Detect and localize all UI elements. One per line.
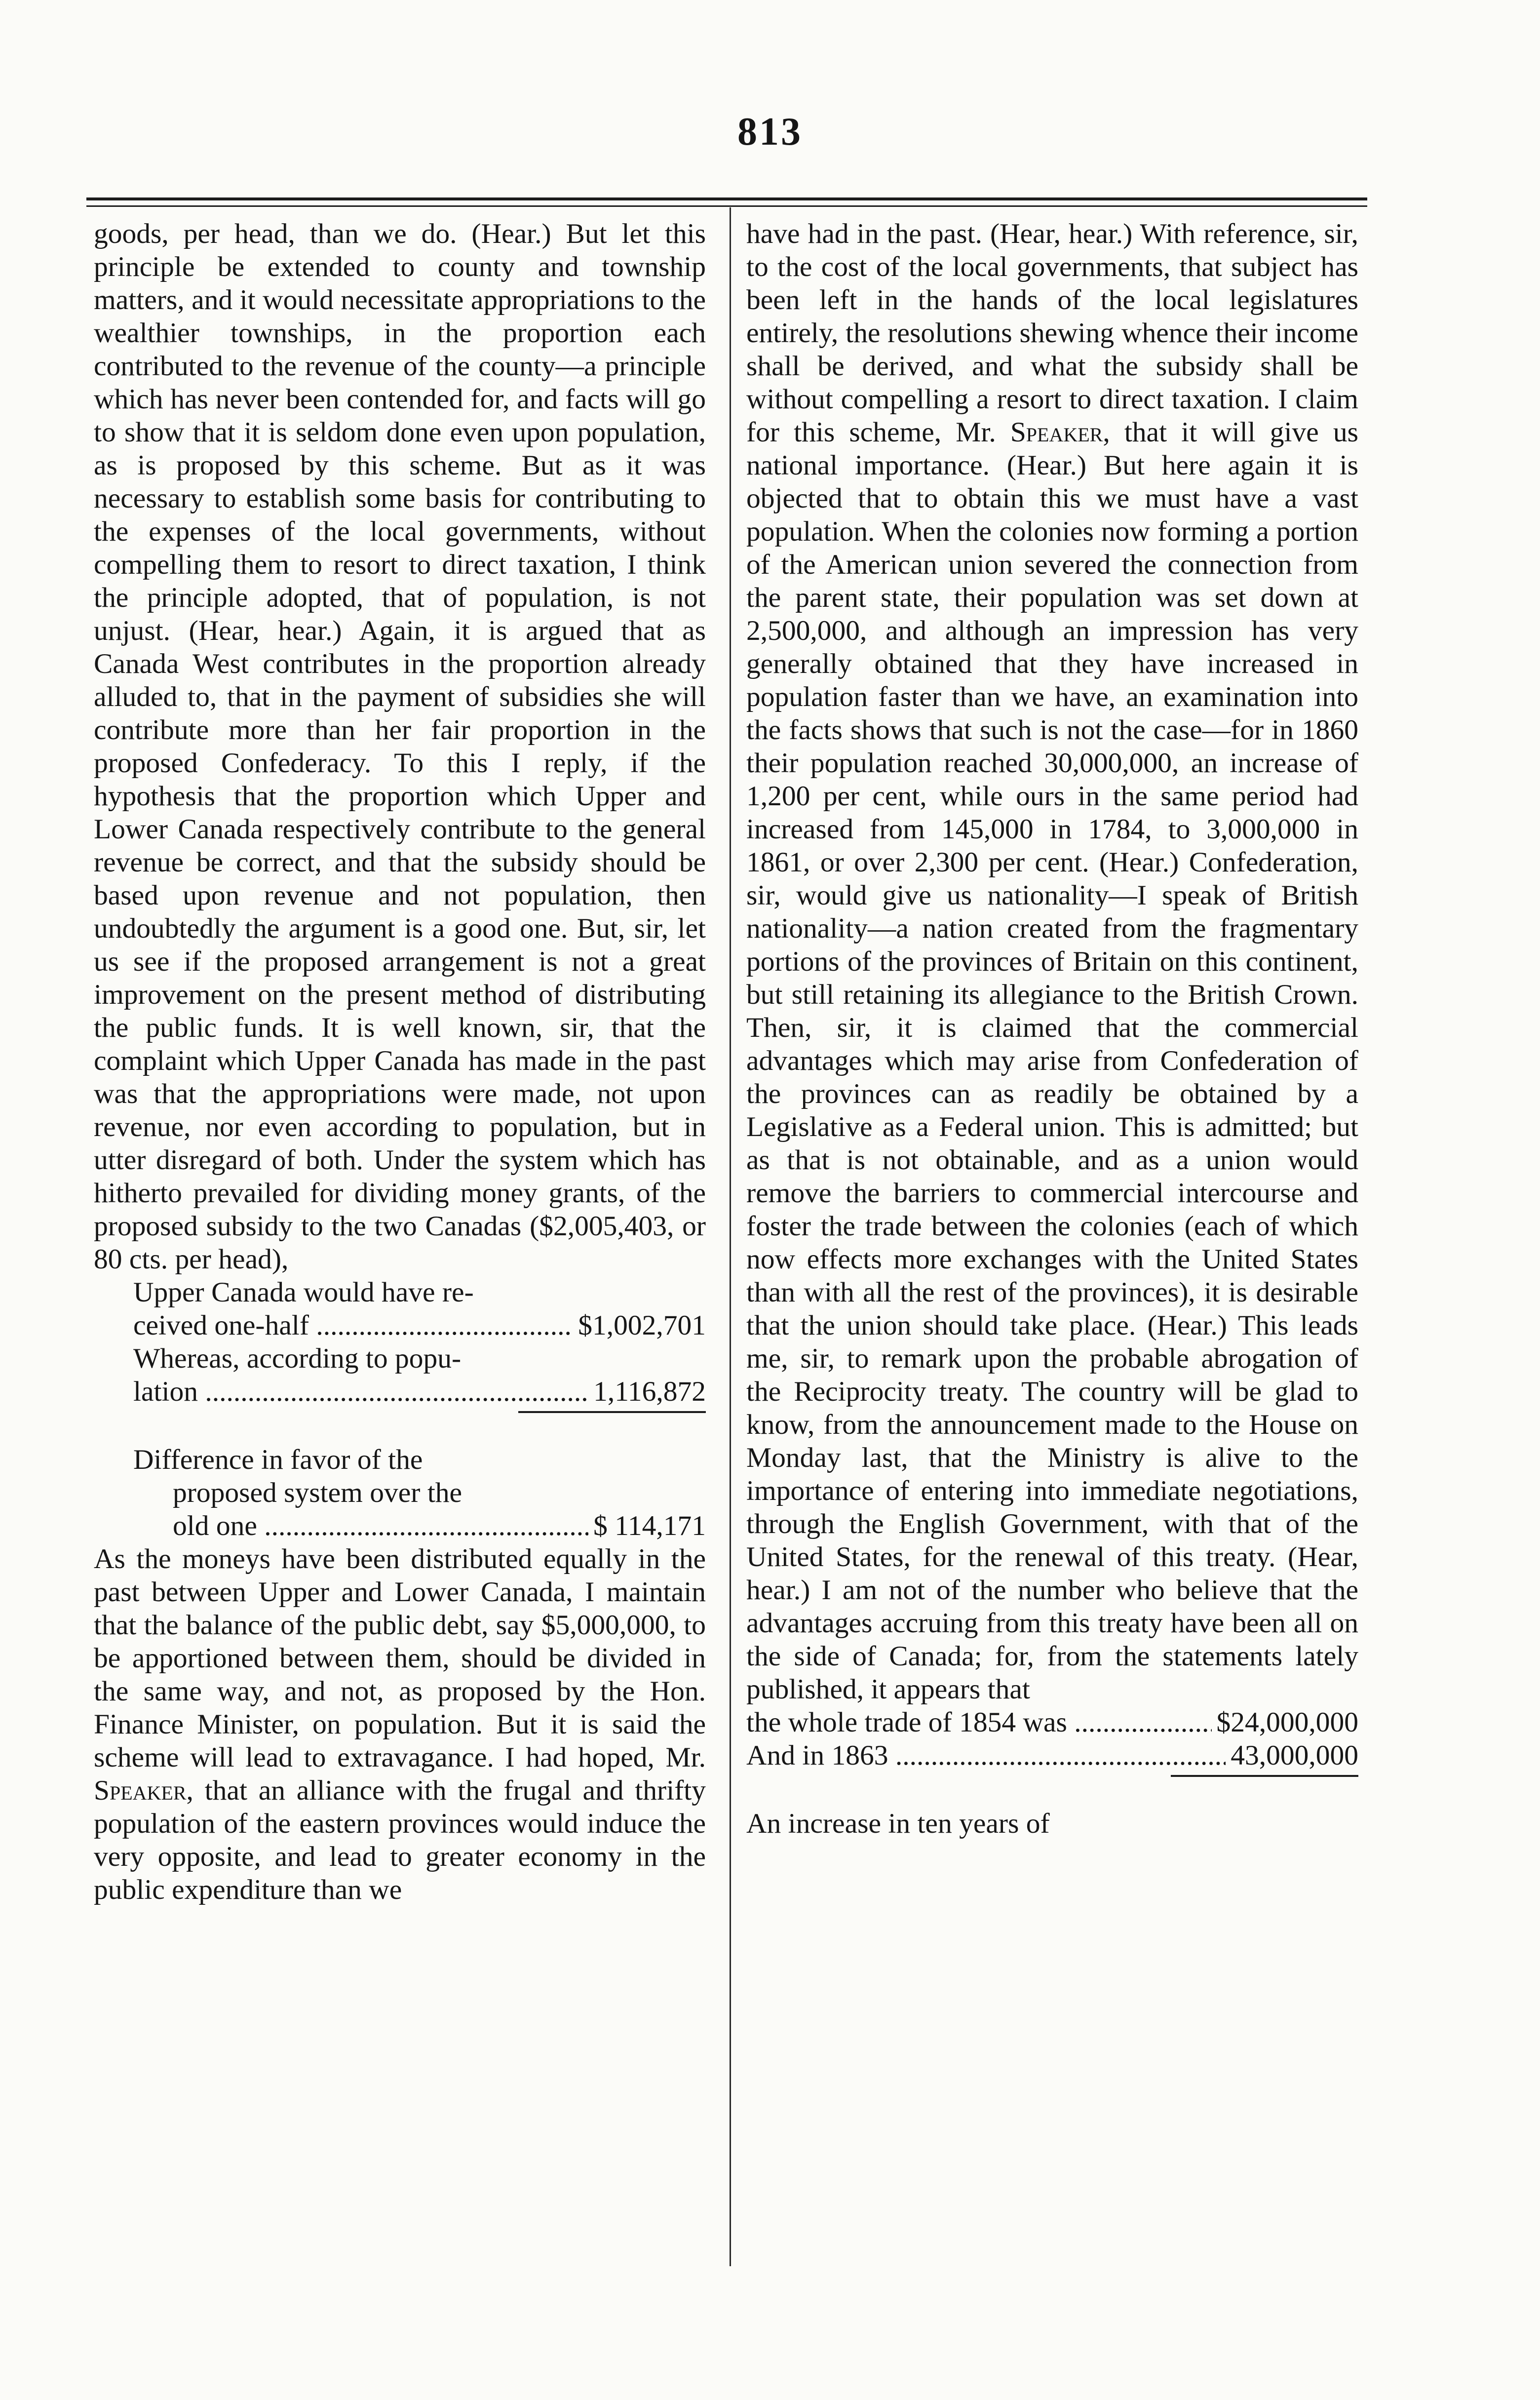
ledger-row1 bbox=[94, 1309, 706, 1342]
ledger-row2-label: Whereas, according to popu- bbox=[133, 1343, 462, 1374]
left-column bbox=[94, 217, 706, 1906]
header-rule bbox=[86, 197, 1367, 200]
right-paragraph-1-text: have had in the past. (Hear, hear.) With reference, sir, to the cost of the local governments, that subject has been left in the hands of the local legislatures entirely, the resolutions shewing whence their income shall be derived, and what the subsidy shall be without compelling a resort to direct taxation. I claim for this scheme, Mr. bbox=[746, 218, 1358, 448]
left-paragraph-2-end: , that an alliance with the frugal and thrifty population of the eastern provinces would induce the very opposite, and lead to greater economy in the public expenditure than we bbox=[94, 1775, 706, 1905]
right-ledger bbox=[746, 1706, 1358, 1807]
ledger-row-1863 bbox=[746, 1739, 1358, 1772]
left-paragraph-2-text: As the moneys have been distributed equally in the past between Upper and Lower Canada, I maintain that the balance of the public debt, say $5,000,000, to be apportioned between them, should be divided in the same way, and not, as proposed by the Hon. Finance Minister, on population. But it is said the scheme will lead to extravagance. I had hoped, Mr. bbox=[94, 1543, 706, 1773]
left-ledger bbox=[94, 1276, 706, 1542]
ledger-1863-amount: 43,000,000 bbox=[1231, 1740, 1358, 1771]
speaker-title: Speaker bbox=[94, 1775, 187, 1806]
ledger-sum-rule bbox=[518, 1411, 706, 1413]
ledger-row3-label-cont: proposed system over the bbox=[173, 1477, 462, 1508]
speaker-title: Speaker bbox=[1010, 417, 1103, 448]
ledger-row2 bbox=[94, 1375, 706, 1408]
ledger-sum-rule bbox=[1171, 1775, 1358, 1777]
right-paragraph-1 bbox=[746, 217, 1358, 1706]
right-paragraph-2: An increase in ten years of bbox=[746, 1808, 1050, 1839]
column-divider bbox=[730, 207, 731, 2266]
header-rule-thin bbox=[86, 205, 1367, 207]
right-paragraph-1-end: , that it will give us national importance. (Hear.) But here again it is objected that to obtain this we must have a vast population. When the colonies now forming a portion of the American union severed the connection from the parent state, their population was set down at 2,500,000, and although an impression has very generally obtained that they have increased in population faster than we have, an examination into the facts shows that such is not the case—for in 1860 their population reached 30,000,000, an increase of 1,200 per cent, while ours in the same period had increased from 145,000 in 1784, to 3,000,000 in 1861, or over 2,300 per cent. (Hear.) Confederation, sir, would give us nationality—I speak of British nationality—a nation created from the fragmentary portions of the provinces of Britain on this continent, but still retaining its allegiance to the British Crown. Then, sir, it is claimed that the commercial advantages which may arise from Confederation of the provinces can as readily be obtained by a Legislative as a Federal union. This is admitted; but as that is not obtainable, and as a union would remove the barriers to commercial intercourse and foster the trade between the colonies (each of which now effects more exchanges with the United States than with all the rest of the provinces), it is desirable that the union should take place. (Hear.) This leads me, sir, to remark upon the probable abrogation of the Reciprocity treaty. The country will be glad to know, from the announcement made to the House on Monday last, that the Ministry is alive to the importance of entering into immediate negotiations, through the English Government, with that of the United States, for the renewal of this treaty. (Hear, hear.) I am not of the number who believe that the advantages accruing from this treaty have been all on the side of Canada; for, from the statements lately published, it appears that bbox=[746, 417, 1358, 1705]
ledger-row-1854 bbox=[746, 1706, 1358, 1739]
ledger-1854-amount: $24,000,000 bbox=[1216, 1707, 1358, 1738]
ledger-row3-label-end: old one ..... bbox=[173, 1509, 588, 1542]
ledger-row3-amount: $ 114,171 bbox=[593, 1510, 706, 1541]
right-column bbox=[746, 217, 1358, 1840]
left-paragraph-1: goods, per head, than we do. (Hear.) But let this principle be extended to county and township matters, and it would necessitate appropriations to the wealthier townships, in the proportion each contributed to the revenue of the county—a principle which has never been contended for, and facts will go to show that it is seldom done even upon population, as is proposed by this scheme. But as it was necessary to establish some basis for contributing to the expenses of the local governments, without compelling them to resort to direct taxation, I think the principle adopted, that of population, is not unjust. (Hear, hear.) Again, it is argued that as Canada West contributes in the proportion already alluded to, that in the payment of subsidies she will contribute more than her fair proportion in the proposed Confederacy. To this I reply, if the hypothesis that the proportion which Upper and Lower Canada respectively contribute to the general revenue be correct, and that the subsidy should be based upon revenue and not population, then undoubtedly the argument is a good one. But, sir, let us see if the proposed arrangement is not a great improvement on the present method of distributing the public funds. It is well known, sir, that the complaint which Upper Canada has made in the past was that the appropriations were made, not upon revenue, nor even according to population, but in utter disregard of both. Under the system which has hitherto prevailed for dividing money grants, of the proposed subsidy to the two Canadas ($2,005,403, or 80 cts. per head), bbox=[94, 218, 706, 1275]
ledger-row3-label: Difference in favor of the bbox=[133, 1444, 423, 1475]
ledger-row2-amount: 1,116,872 bbox=[593, 1376, 706, 1407]
ledger-row1-label-cont: ceived one-half ..... bbox=[133, 1309, 573, 1342]
ledger-row3 bbox=[94, 1509, 706, 1542]
ledger-1863-label: And in 1863 ..... bbox=[746, 1739, 1226, 1772]
ledger-row1-label: Upper Canada would have re- bbox=[133, 1277, 474, 1308]
ledger-row2-label-cont: lation ..... bbox=[133, 1375, 588, 1408]
ledger-1854-label: the whole trade of 1854 was ..... bbox=[746, 1706, 1212, 1739]
page-number: 813 bbox=[737, 110, 803, 154]
ledger-row1-amount: $1,002,701 bbox=[578, 1310, 706, 1341]
left-paragraph-2 bbox=[94, 1542, 706, 1906]
